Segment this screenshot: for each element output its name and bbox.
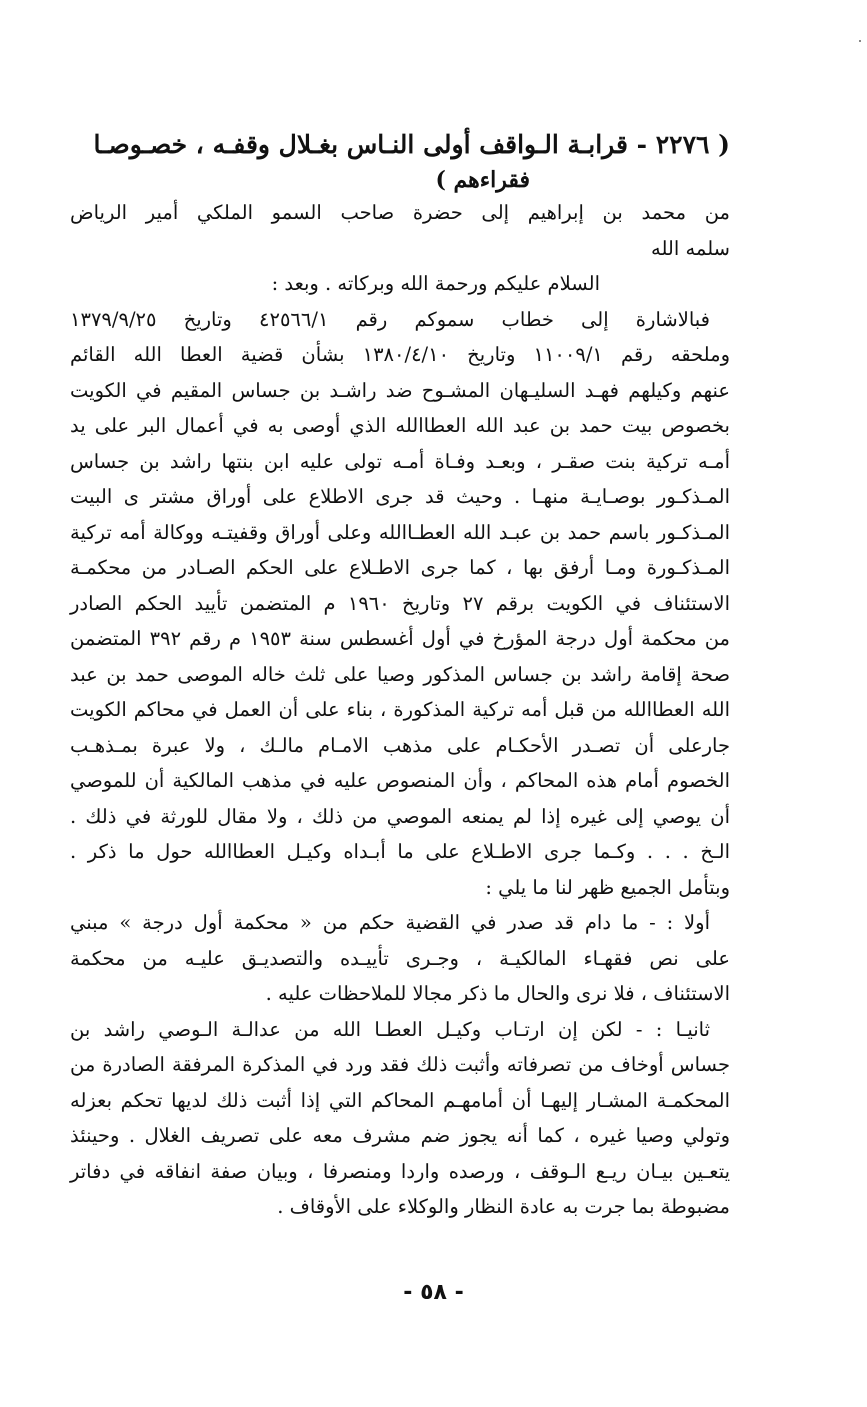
body-paragraph: [70, 302, 730, 906]
fatwa-title-continuation: فقراءهم ): [435, 167, 530, 193]
body-line: وملحقه رقم ١١٠٠٩/١ وتاريخ ١٣٨٠/٤/١٠ بشأن قضية العطا الله القائم: [70, 343, 730, 366]
body-line: عنهم وكيلهم فهـد السليـهان المشـوح ضد راشـد بن جساس المقيم في الكويت: [70, 378, 730, 402]
body-line: الخصوم أمام هذه المحاكم ، وأن المنصوص عليه في مذهب المالكية أن للموصي: [70, 769, 730, 792]
point-line: الاستئناف ، فلا نرى والحال ما ذكر مجالا للملاحظات عليه .: [265, 982, 730, 1005]
body-line: المـذكـورة ومـا أرفق بها ، كما جرى الاطـلاع على الحكم الصـادر من محكمـة: [70, 556, 730, 579]
letter-header: [70, 195, 730, 266]
body-line: وبتأمل الجميع ظهر لنا ما يلي :: [485, 875, 730, 899]
point-line: مضبوطة بما جرت به عادة النظار والوكلاء على الأوقاف .: [277, 1195, 730, 1218]
point-line: أولا : - ما دام قد صدر في القضية حكم من « محكمة أول درجة » مبني: [70, 911, 710, 934]
page-number: - ٥٨ -: [403, 1280, 464, 1305]
body-line: الاستئناف في الكويت برقم ٢٧ وتاريخ ١٩٦٠ م المتضمن تأييد الحكم الصادر: [70, 591, 730, 615]
document-page: [70, 125, 730, 1225]
point-line: ثانيـا : - لكن إن ارتـاب وكيـل العطـا الله من عدالـة الـوصي راشد بن: [70, 1017, 710, 1041]
point-line: جساس أوخاف من تصرفاته وأثبت ذلك فقد ورد في المذكرة المرفقة الصادرة من: [70, 1053, 730, 1076]
body-line: بخصوص بيت حمد بن عبد الله العطاالله الذي أوصى به في أعمال البر على يد: [70, 414, 730, 437]
body-line: الـخ . . . وكـما جرى الاطـلاع على ما أبـداه وكيـل العطاالله حول ما ذكر .: [70, 840, 730, 863]
body-line: أن يوصي إلى غيره إذا لم يمنعه الموصي من ذلك ، ولا مقال للورثة في ذلك .: [70, 804, 730, 828]
body-line: صحة إقامة راشد بن جساس المذكور وصيا على ثلث خاله الموصى حمد بن عبد: [70, 662, 730, 686]
fatwa-title: ( ٢٢٧٦ - قرابـة الـواقف أولى النـاس بغـلال وقفـه ، خصـوصـا: [93, 130, 730, 159]
body-line: فبالاشارة إلى خطاب سموكم رقم ٤٢٥٦٦/١ وتاريخ ١٣٧٩/٩/٢٥: [70, 307, 710, 331]
body-line: جارعلى أن تصـدر الأحكـام على مذهب الامـام مالـك ، ولا عبرة بمـذهـب: [70, 733, 730, 757]
point-second: [70, 1012, 730, 1225]
fatwa-number: ٢٢٧٦: [655, 130, 710, 159]
body-line: المـذكـور بوصـايـة منهـا . وحيث قد جرى الاطلاع على أوراق مشتر ى البيت: [70, 485, 730, 508]
body-line: الله العطاالله من قبل أمه تركية المذكورة ، بناء على أن العمل في محاكم الكويت: [70, 698, 730, 721]
point-line: المحكمـة المشـار إليهـا أن أمامهـم المحاكم التي إذا أثبت ذلك لديها تحكم بعزله: [70, 1088, 730, 1112]
point-line: يتعـين بيـان ريـع الـوقف ، ورصده واردا ومنصرفا ، وبيان صفة انفاقه في دفاتر: [70, 1159, 730, 1183]
scan-speck: [859, 40, 861, 42]
fatwa-title-text: قرابـة الـواقف أولى النـاس بغـلال وقفـه ، خصـوصـا: [93, 130, 628, 159]
header-line: سلمه الله: [651, 236, 730, 260]
greeting: السلام عليكم ورحمة الله وبركاته . وبعد :: [271, 272, 600, 295]
body-line: من محكمة أول درجة المؤرخ في أول أغسطس سنة ١٩٥٣ م رقم ٣٩٢ المتضمن: [70, 627, 731, 650]
body-line: المـذكـور باسم حمد بن عبـد الله العطـاالله وعلى أوراق وقفيتـه ووكالة أمه تركية: [70, 520, 730, 544]
body-line: أمـه تركية بنت صقـر ، وبعـد وفـاة أمـه تولى عليه ابن بنتها راشد بن جساس: [70, 449, 730, 473]
point-first: [70, 905, 730, 1012]
title-open-paren: (: [718, 130, 730, 159]
header-line: من محمد بن إبراهيم إلى حضرة صاحب السمو الملكي أمير الرياض: [70, 201, 730, 224]
point-line: على نص فقهـاء المالكيـة ، وجـرى تأييـده والتصديـق عليـه من محكمة: [70, 946, 730, 970]
point-line: وتولي وصيا غيره ، كما أنه يجوز ضم مشرف معه على تصريف الغلال . وحينئذ: [70, 1124, 730, 1147]
